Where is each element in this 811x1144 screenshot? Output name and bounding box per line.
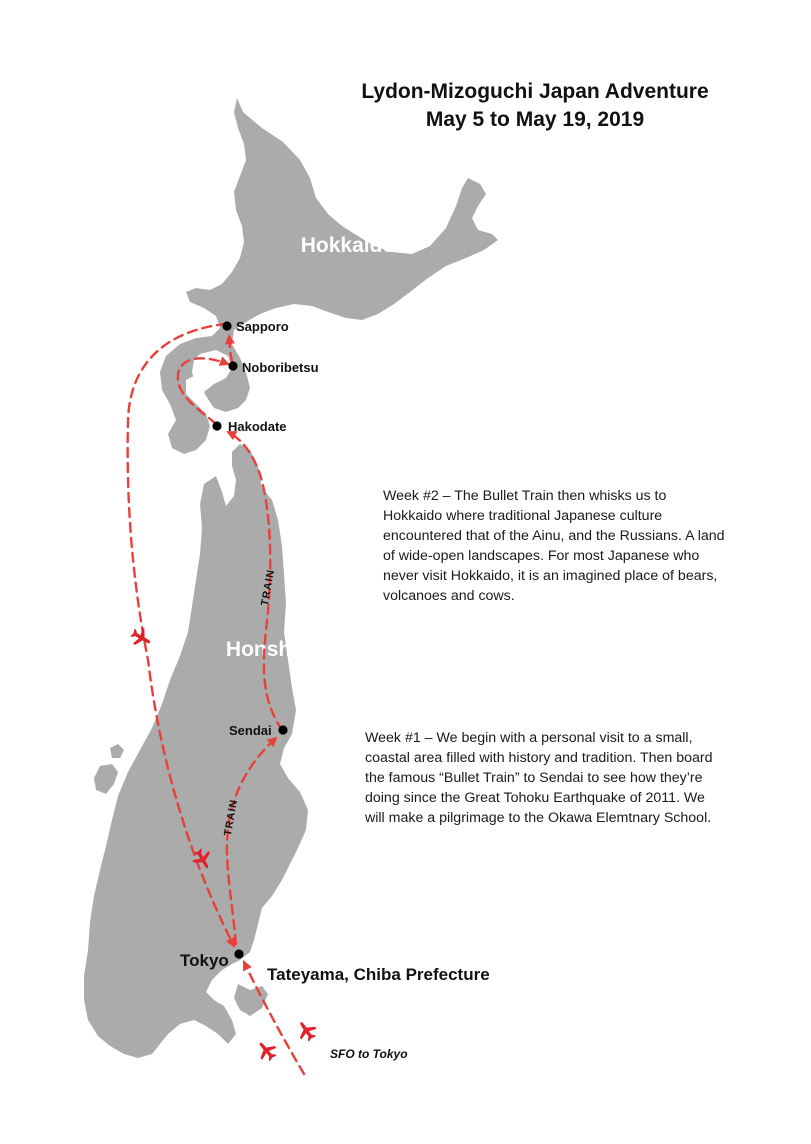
route-label-train-north: TRAIN (258, 568, 278, 607)
sado-island (94, 764, 118, 794)
note-week-1-text: Week #1 – We begin with a personal visit to a small, coastal area filled with history and tradition. Then board the famous “Bullet Train” to Sendai to see how they’re doing since the Great Tohoku Earthquake of 2011. We will make a pilgrimage to the Okawa Elemtnary School. (365, 730, 713, 826)
airplane-icon (293, 1017, 320, 1044)
title-line-2: May 5 to May 19, 2019 (425, 108, 645, 131)
small-island (110, 744, 124, 758)
region-label-hokkaido: Hokkaido (300, 234, 396, 257)
city-dot-noboribetsu (228, 361, 237, 370)
city-label-tokyo: Tokyo (180, 951, 229, 970)
city-label-noboribetsu: Noboribetsu (242, 360, 319, 375)
region-label-honshu: Honshu (225, 638, 305, 661)
city-label-sendai: Sendai (229, 723, 272, 738)
city-dot-tokyo (234, 949, 243, 958)
hokkaido-island (160, 98, 498, 454)
note-week-1 (365, 728, 725, 828)
route-label-flight: SFO to Tokyo (330, 1047, 408, 1061)
note-week-2-text: Week #2 – The Bullet Train then whisks us to Hokkaido where traditional Japanese culture encountered that of the Ainu, and the Russians. A land of wide-open landscapes. For most Japanese who never visit Hokkaido, it is an imagined place of bears, volcanoes and cows. (383, 488, 725, 604)
city-dot-hakodate (212, 421, 221, 430)
city-dot-sendai (278, 725, 287, 734)
route-label-train-south: TRAIN (221, 798, 241, 837)
city-label-tateyama: Tateyama, Chiba Prefecture (267, 965, 490, 984)
map-title (300, 78, 770, 134)
airplane-icon (253, 1037, 280, 1065)
title-line-1: Lydon-Mizoguchi Japan Adventure (361, 80, 709, 103)
city-dot-sapporo (222, 321, 231, 330)
city-label-hakodate: Hakodate (228, 419, 287, 434)
city-label-sapporo: Sapporo (236, 319, 289, 334)
note-week-2 (383, 486, 728, 606)
